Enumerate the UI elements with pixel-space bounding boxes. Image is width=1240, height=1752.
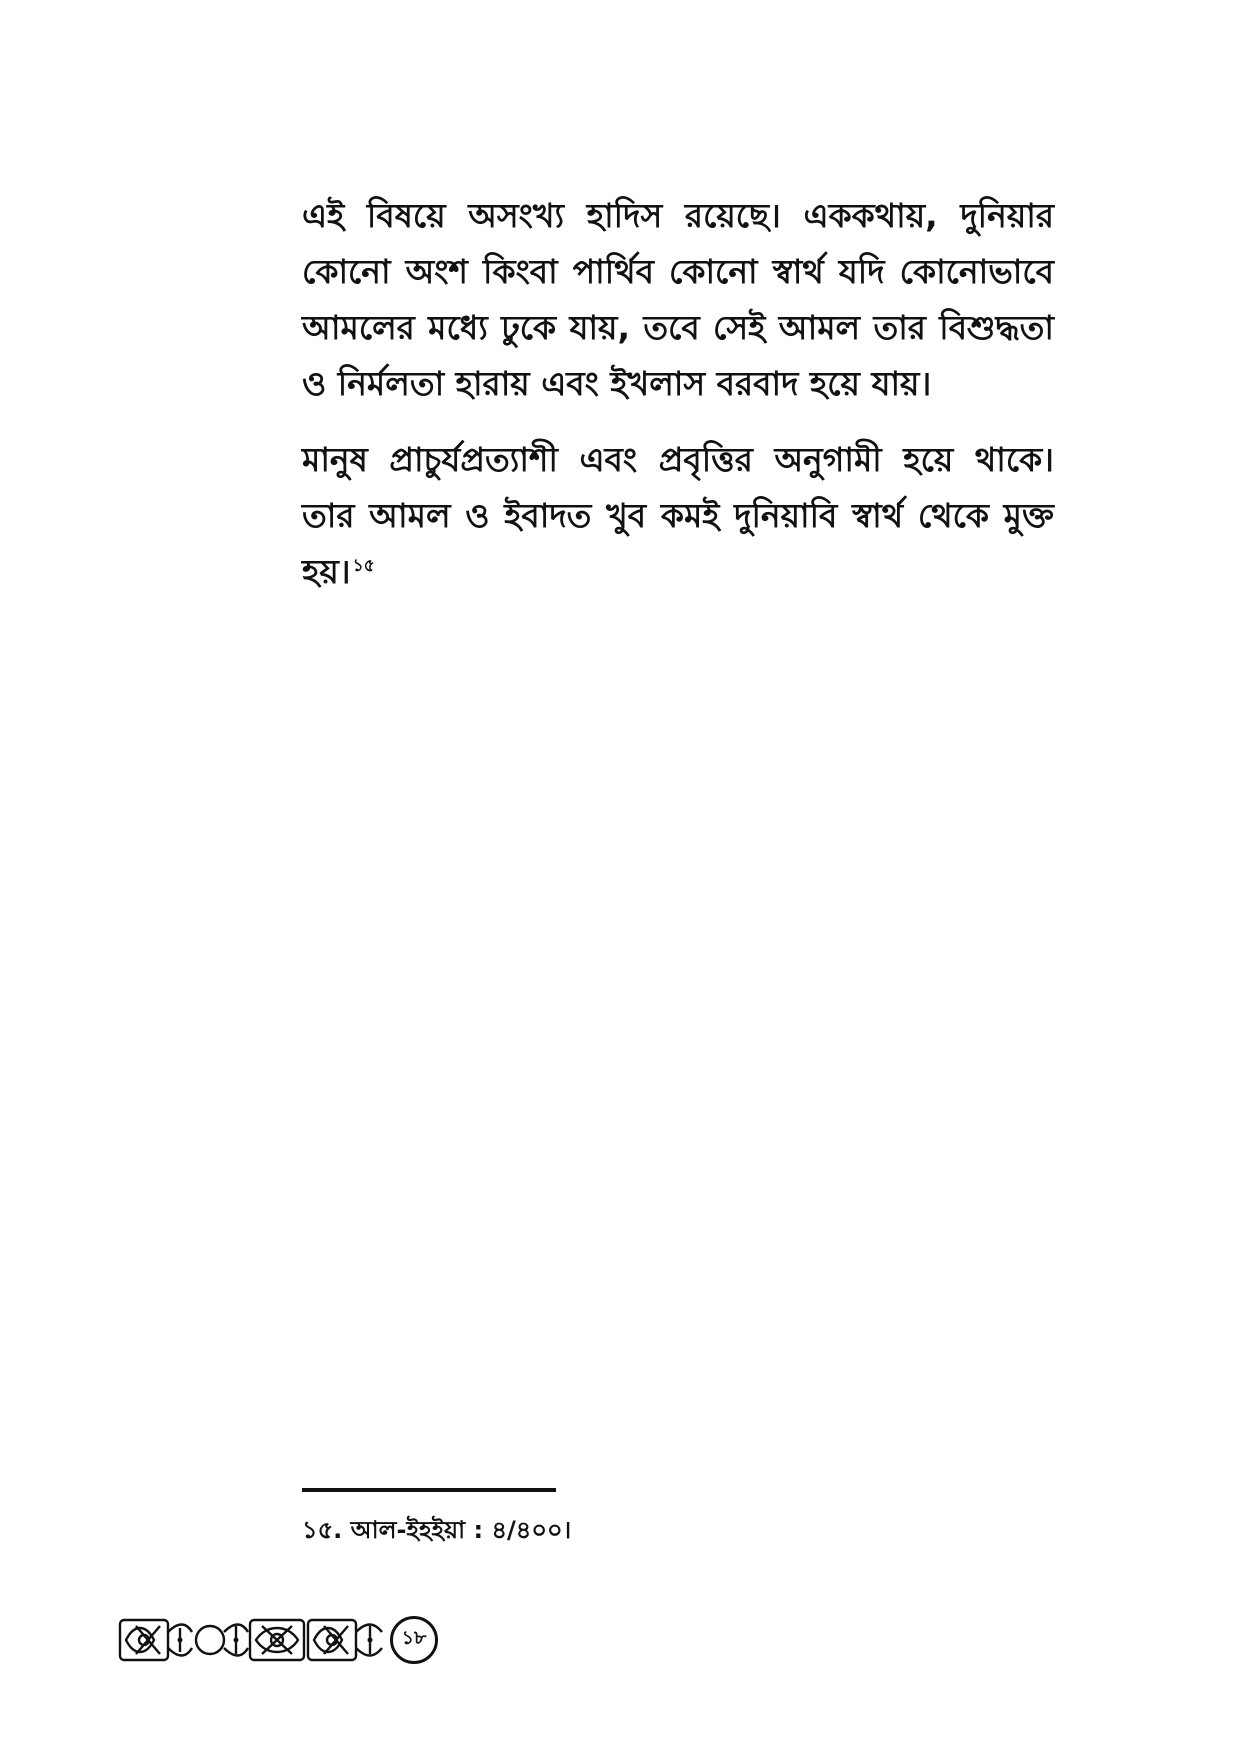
- footnote-marker[interactable]: ১৫: [352, 556, 375, 576]
- footnote-text: ১৫. আল-ইহইয়া : ৪/৪০০।: [302, 1516, 572, 1544]
- body-text: [302, 188, 1054, 600]
- paragraph-2: [302, 432, 1054, 600]
- page-number: [390, 1616, 438, 1664]
- footnote-divider: [302, 1488, 556, 1492]
- paragraph-1: [302, 188, 1054, 412]
- paragraph-2-text: মানুষ প্রাচুর্যপ্রত্যাশী এবং প্রবৃত্তির অনুগামী হয়ে থাকে। তার আমল ও ইবাদত খুব কমই দুনিয়াবি স্বার্থ থেকে মুক্ত হয়।: [302, 440, 1054, 591]
- paragraph-1-text: এই বিষয়ে অসংখ্য হাদিস রয়েছে। এককথায়, দুনিয়ার কোনো অংশ কিংবা পার্থিব কোনো স্বার্থ যদি কোনোভাবে আমলের মধ্যে ঢুকে যায়, তবে সেই আমল তার বিশুদ্ধতা ও নির্মলতা হারায় এবং ইখলাস বরবাদ হয়ে যায়।: [302, 196, 1054, 403]
- decorative-border-ornament: [116, 1612, 390, 1668]
- page-number-text: ১৮: [401, 1627, 427, 1649]
